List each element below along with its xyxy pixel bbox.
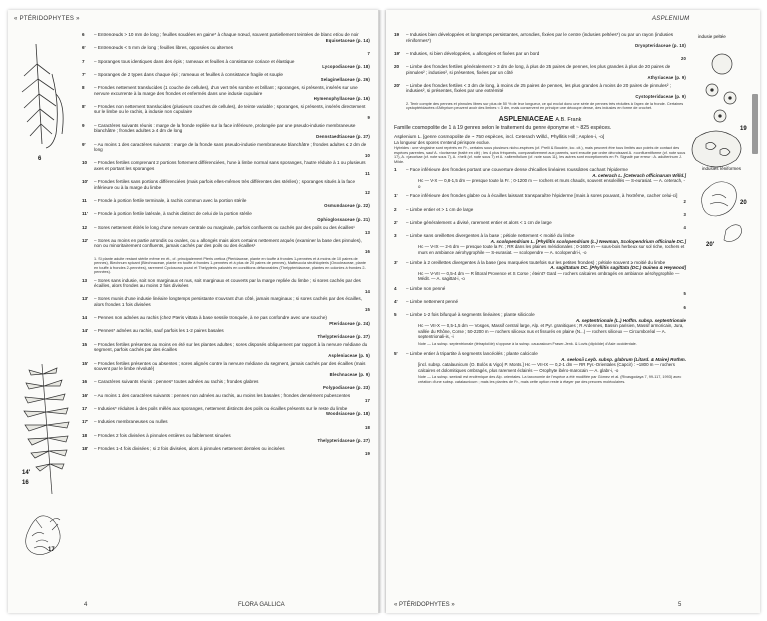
entry-description: – Limbe des frondes fertiles généralement > 3 dm de long, à plus de 25 paires de pennes, les plus grandes à plus de 20 paires de pinnules² ; indusies², si présentes, fixées par un côté	[406, 64, 671, 75]
species-details: Hc — V-IX — 2-6 dm — presque toute la Fr. ; RR dans les plaines méridionales ; 0-1600 m — sous-bois herbeux sur sol riche, rochers et murs en ambiance aérohygrophile — S-eurasiat. — scolopendre — A. scolopendri-i, -o	[418, 244, 685, 255]
entry-number: 17	[82, 405, 88, 411]
entry-text	[94, 32, 370, 43]
entry-text	[94, 393, 370, 404]
entry-description: – Limbe entier à tripartite à segments lancéolés ; plante calcicole	[406, 351, 538, 357]
entry-text	[94, 315, 370, 326]
entry-text	[94, 446, 370, 457]
key-entry	[82, 45, 370, 56]
reniform-indusium-illustration	[692, 131, 741, 167]
entry-result: Thelypteridaceae (p. 27)	[317, 333, 370, 339]
entry-number: 10'	[82, 179, 89, 185]
entry-number: 13	[82, 277, 88, 283]
right-page	[386, 10, 760, 613]
entry-text	[94, 433, 370, 444]
key-entry	[82, 225, 370, 236]
entry-number: 20	[394, 64, 400, 70]
genus-hybrid-note: Hybrides : une vingtaine sont repérés en Fr., certains sous plusieurs nicho-espèces (cf. Prelli & Boudrie, loc. cit.), mais peuvent être tous limités aux points de contact des espèces parentes, sauf A. ×lovisense (traité en clé) ; les 4 plus fréquents, comparativement aux parents, sont ensuite par ordre décroissant A. ×confluentiforme (cf. note sous 17), A. ×javorkae (cf. note sous 7), A. ×helii (cf. note sous 7) et A. ×alternifolium (cf. note sous 11), les autres sont exceptionnels en Fr. Signalé par erreur : A. adulterinum J. Milde.	[394, 146, 686, 164]
species-details: Hc — VII-X — 0,5-1,5 dm — Vosges, Massif central large, Alp. et Pyr. granitiques ; R Ardennes, Bassin parisien, Massif armoricain, Jura, vallée du Rhône, Corse ; 50-2200 m — rochers siliceux nus et fissurés en plaine (N...) — rochers siliceux — Circumboréal — A. septentrionali-is, -i	[418, 323, 684, 340]
entry-result: Cystopteridaceae (p. 9)	[635, 93, 686, 99]
entry-description: – Limbe généralement ± divisé, rarement entier et alors < 1 cm de large	[406, 219, 552, 225]
entry-description: – Limbe des frondes fertiles < 3 dm de long, à moins de 25 paires de pennes, les plus grandes à moins de 20 paires de pinnules² ; indusies², si présentes, fixées par une extrémité	[406, 82, 671, 94]
entry-result: Aspleniaceae (p. 5)	[328, 352, 370, 358]
entry-number: 16'	[82, 392, 89, 398]
left-page-footer-title: FLORA GALLICA	[238, 602, 285, 608]
species-name: A. sagittatum DC. [Phyllitis sagittata (DC.) Guinea & Heywood]	[550, 265, 686, 271]
key-entry	[82, 328, 370, 339]
key-entry	[394, 51, 686, 62]
entry-description: – Sores munis d'une indusie linéaire longtemps persistante s'ouvrant d'un côté, jamais marginaux ; si sores cachés par des écailles, alors frondes 1 fois divisées	[94, 296, 362, 307]
entry-description: – Sores au moins en partie arrondis ou ovales, ou ± allongés mais alors certains nettement arqués (examiner la base des pinnules), non ou minoritairement confluents, jamais cachés par des poils ou des écailles¹	[94, 237, 362, 249]
entry-description: – Indusies, si bien développées, ± allongées et fixées par un bord	[406, 50, 540, 56]
entry-number: 13'	[82, 296, 89, 302]
entry-description: – Indusies* réduites à des poils mêlés aux sporanges, nettement distincts des poils ou écailles présents sur le reste du limbe	[94, 405, 348, 411]
entry-number: 14'	[82, 328, 89, 334]
fern-illustrations-left	[12, 34, 78, 574]
genus-line: Asplenium L. [genre cosmopolite de ~ 750 espèces, incl. Ceterach Willd., Phyllitis Hill ; Asplen-i, -o]	[394, 134, 605, 140]
entry-result: 14	[364, 288, 370, 294]
entry-number: 16	[82, 379, 88, 385]
entry-result: 16	[364, 248, 370, 254]
key-entry	[394, 32, 686, 49]
entry-number: 2	[394, 206, 397, 212]
key-entry	[394, 260, 686, 284]
entry-text	[94, 225, 370, 236]
footnote: 1. Si plante adulte restant stérile même en ét., cf. principalement Pteris cretica (Pteridaceae, plante en touffe à frondes 1-pennées et à moins de 10 paires de pennes), Blechnum spicant (Blechnaceae, plante en touffe à frondes 1-pennées et à plus de 20 paires de pennes), Matteuccia struthiopteris (Onocleaceae, plante en touffe à frondes 2-pennées), rarement Cyclosorus pozoi et Thelypteris palustris en conditions défavorables (Thelypteridaceae, plantes en colonies à frondes 2-pennées).	[94, 256, 367, 275]
key-entry	[82, 123, 370, 140]
entry-text	[406, 260, 686, 284]
fern-frond-illustration	[24, 364, 69, 494]
key-entry	[82, 315, 370, 326]
entry-description: – Frondes fertiles présentes ou absentes ; sores alignés contre la nervure médiane du segment, jamais cachés par des écailles (mais souvent par le limbe révoluté)	[94, 360, 366, 372]
entry-number: 1	[394, 167, 397, 173]
entry-description: – Frondes 2 fois divisées à pinnules entières ou faiblement sinuées	[94, 432, 231, 438]
entry-result: Osmundaceae (p. 22)	[324, 203, 370, 209]
key-entry	[82, 379, 370, 390]
entry-result: 11	[365, 171, 370, 177]
entry-number: 1'	[394, 193, 398, 199]
entry-description: – Fronde à portion fertile latérale, à rachis distinct de celui de la portion stérile	[94, 211, 252, 217]
key-entry	[82, 278, 370, 295]
entry-number: 15'	[82, 360, 89, 366]
entry-result: Selaginellaceae (p. 26)	[320, 77, 370, 83]
entry-text	[94, 104, 370, 121]
entry-text	[406, 220, 686, 231]
entry-description: – Limbe sans oreillettes divergentes à la base ; pétiole nettement < moitié du limbe	[406, 233, 575, 239]
entry-number: 18'	[82, 445, 89, 451]
entry-result: Hymenophyllaceae (p. 16)	[313, 96, 370, 102]
entry-text	[94, 59, 370, 70]
entry-result: 13	[364, 230, 370, 236]
entry-number: 11'	[82, 211, 88, 217]
entry-description: – Frondes fertiles sans portions différenciées (mais parfois elles-mêmes très différentes des stériles) ; sporanges situés à la face inférieure ou à la marge du limbe	[94, 179, 356, 190]
left-page-header: « PTÉRIDOPHYTES »	[14, 16, 80, 22]
species-name: A. ceterach L. [Ceterach officinarum Willd.]	[592, 172, 686, 178]
figure-label-peltate: indusie peltée	[698, 34, 726, 39]
entry-text	[94, 45, 370, 56]
entry-result: Polypodiaceae (p. 23)	[322, 384, 370, 390]
key-entry	[82, 198, 370, 209]
entry-result: Lycopodiaceae (p. 18)	[322, 64, 370, 70]
entry-text	[406, 64, 686, 81]
right-key-column	[394, 32, 686, 389]
entry-text	[406, 167, 686, 191]
entry-text	[406, 32, 686, 49]
figure-label-20: 20	[740, 200, 747, 206]
key-entry	[82, 85, 370, 102]
entry-text	[94, 379, 370, 390]
entry-result: 15	[364, 307, 370, 313]
entry-result: 10	[364, 152, 370, 158]
key-entry	[82, 406, 370, 417]
key-entry	[394, 351, 686, 387]
entry-description: – Indusies membraneuses ou nulles	[94, 419, 168, 425]
entry-description: – Sporanges tous identiques dans des épis ; rameaux et feuilles à consistance coriace et élastique	[94, 58, 295, 64]
entry-result: Ophioglossaceae (p. 21)	[317, 216, 370, 222]
entry-description: – Face inférieure des frondes glabre ou à écailles laissant transparaître l'épiderme [mais à sores pouvant, à l'extrême, cacher celui-ci]	[406, 193, 678, 199]
entry-result: 9	[367, 114, 370, 120]
entry-text	[406, 351, 686, 387]
entry-description: – Frondes nettement translucides (1 couche de cellules), d'un vert très sombre et brillant ; sporanges, si présents, insérés sur une nervure excurrente à la marge des frondes et enfermés dans une indusie cupulaire	[94, 85, 358, 96]
key-entry	[82, 238, 370, 255]
entry-number: 17'	[82, 419, 89, 425]
entry-number: 3	[394, 233, 397, 239]
entry-number: 6'	[82, 45, 86, 51]
footnote-2: 2. Tenir compte des pennes et pinnules libres sur plus de 50 % de leur longueur, ce qui exclut donc une série de pennes très réduites à l'apex de la fronde. Certaines cystoptéridacées d'Athyrium peuvent avoir des limbes < 3 dm, mais conservent en principe une découpe dense, des indusies en forme de crochet.	[406, 101, 684, 111]
entry-description: – Limbe 1-2 fois bifurqué à segments linéaires ; plante silicicole	[406, 312, 535, 318]
entry-description: – Limbe non penné	[406, 285, 446, 291]
entry-text	[406, 193, 686, 204]
entry-description: – Face inférieure des frondes portant une couverture dense d'écailles linéaires roussâtres cachant l'épiderme	[406, 167, 628, 173]
key-entry	[82, 179, 370, 196]
entry-text	[406, 312, 686, 349]
entry-description: – Frondes 1-4 fois divisées ; si 2 fois divisées, alors à pinnules nettement dentées ou incisées	[94, 445, 285, 451]
entry-number: 5	[394, 312, 397, 318]
entry-text	[94, 238, 370, 255]
key-entry	[82, 211, 370, 222]
species-note: Note — La subsp. seelosii est endémique des Alp. orientales. La taxonomie de l'espèce a été modifiée par Gómez et al. (Rivasgodaya 7, 99-117, 1993) avec création d'une subsp. catalaunicum ; mais les plantes de Fr., mais cette option reste à étayer par des preuves moléculaires.	[418, 375, 682, 384]
entry-number: 12'	[82, 237, 89, 243]
entry-text	[94, 361, 370, 378]
entry-description: – Limbe à 2 oreillettes divergentes à la base (peu marquées toutefois sur les petites frondes) ; pétiole souvent ≥ moitié du limbe	[406, 259, 666, 265]
entry-text	[94, 85, 370, 102]
entry-text	[406, 286, 686, 297]
key-entry	[394, 83, 686, 100]
fern-fragment-illustration	[702, 182, 742, 242]
right-page-header: ASPLENIUM	[652, 16, 690, 22]
entry-description: – Sporanges de 2 types dans chaque épi ; rameaux et feuilles à consistance fragile et souple	[94, 71, 283, 77]
peltate-indusium-illustration	[706, 54, 736, 122]
key-entry	[394, 64, 686, 81]
entry-number: 9'	[82, 141, 86, 147]
key-entry	[82, 433, 370, 444]
entry-text	[94, 160, 370, 177]
entry-result: Woodsiaceae (p. 18)	[326, 411, 370, 417]
entry-description: – Sores sans indusie, soit non marginaux et nus, soit marginaux et couverts par la marge repliée du limbe ; si sores cachés par des écailles, alors frondes au moins 2 fois divisées	[94, 277, 361, 289]
entry-text	[94, 179, 370, 196]
right-page-footer-header: « PTÉRIDOPHYTES »	[394, 602, 455, 608]
species-details: Hc — V-X — 0,8-1,5 dm — presque toute la Fr. ; 0-1200 m — rochers et murs chauds, souvent ensoleillés — S-eurasiat. — A. ceterach, -o	[418, 178, 685, 189]
key-entry	[82, 393, 370, 404]
entry-result: Athyriaceae (p. 9)	[647, 75, 686, 81]
entry-result: Dryopteridaceae (p. 10)	[635, 43, 686, 48]
entry-result: 7	[367, 50, 370, 56]
key-entry	[394, 299, 686, 310]
family-author: A.B. Frank	[555, 116, 582, 123]
entry-description: – Entrenœuds > 10 mm de long ; feuilles soudées en gaine* à chaque nœud, souvent partiellement teintées de blanc et/ou de noir	[94, 32, 359, 37]
entry-number: 8	[82, 85, 85, 91]
entry-text	[406, 233, 686, 257]
entry-description: – Entrenœuds < 5 mm de long ; feuilles libres, opposées ou alternes	[94, 45, 234, 51]
entry-description: – Fronde à portion fertile terminale, à rachis commun avec la portion stérile	[94, 197, 247, 203]
entry-number: 5'	[394, 351, 398, 357]
entry-text	[94, 142, 370, 159]
entry-number: 20'	[394, 82, 401, 88]
entry-description: – Frondes fertiles présentes au moins en été sur les plantes adultes ; sores disposés obliquement par rapport à la nervure médiane du segment, parfois cachés par des écailles	[94, 341, 368, 353]
key-entry	[394, 167, 686, 191]
key-entry	[82, 342, 370, 359]
entry-description: – Au moins 1 des caractères suivants : pennes non adnées au rachis, au moins les basales ; frondes densément pubescentes	[94, 392, 351, 398]
entry-description: – Frondes non nettement translucides (plusieurs couches de cellules), de teinte variable ; sporanges, si présents, insérés directement sur le limbe ou le rachis, à indusie non cupulaire	[94, 103, 366, 115]
equisetum-illustration	[22, 44, 63, 148]
entry-text	[94, 278, 370, 295]
key-entry	[82, 160, 370, 177]
entry-text	[94, 198, 370, 209]
key-entry	[394, 286, 686, 297]
entry-number: 19'	[394, 50, 401, 56]
entry-result: Dennstaedtiaceae (p. 27)	[316, 133, 370, 139]
entry-description: – Pennes non adnées au rachis (chez Pteris vittata à base sessile tronquée, à ne pas confondre avec une souche)	[94, 315, 327, 321]
entry-number: 2'	[394, 219, 398, 225]
figure-label-reniform: indusies réniformes	[702, 166, 742, 171]
entry-number: 15	[82, 341, 88, 347]
entry-description: – Limbe nettement penné	[406, 299, 459, 305]
species-name: A. seelosii Leyb. subsp. glabrum (Litard. & Maire) Rothm.	[561, 356, 686, 362]
entry-number: 6	[82, 32, 85, 37]
key-entry	[82, 104, 370, 121]
family-description: Famille cosmopolite de 1 à 19 genres selon le traitement du genre éponyme et ~ 825 espèces.	[394, 125, 612, 132]
entry-text	[406, 83, 686, 100]
figure-label-17: 17	[48, 547, 55, 553]
entry-result: 18	[364, 424, 370, 430]
entry-result: 3	[683, 212, 686, 218]
entry-result: 5	[683, 291, 686, 297]
key-entry	[82, 59, 370, 70]
genus-subnote: La longueur des spores s'entend périspore exclue.	[394, 140, 491, 146]
entry-text	[94, 296, 370, 313]
entry-result: 12	[364, 190, 370, 196]
entry-description: – Caractères suivants réunis : pennes* toutes adnées au rachis ; frondes glabres	[94, 379, 259, 385]
key-entry	[82, 446, 370, 457]
thumb-index-tab	[752, 94, 758, 154]
species-details: [incl. subsp. catalaunicum (O. Bolòs & Vigo) P. Monts.] Hc — VII-IX — 0,2-1 dm — RR Pyr.-Orientales (Capcir) : ~1800 m — rochers calcaires et dolomitiques ombragés, plus rarement éclairés — Orophyte ibéro-marocain — A. glabr-i, -o	[418, 362, 675, 373]
key-entry	[394, 312, 686, 349]
indusia-illustrations-right	[690, 38, 756, 258]
entry-description: – Limbe entier et > 1 cm de large	[406, 206, 474, 212]
entry-text	[94, 328, 370, 339]
entry-text	[94, 72, 370, 83]
entry-text	[406, 207, 686, 218]
left-page	[8, 10, 379, 613]
key-entry	[82, 32, 370, 43]
entry-result: 6	[683, 304, 686, 310]
entry-text	[94, 419, 370, 430]
entry-result: 19	[364, 451, 370, 457]
family-name: ASPLENIACEAE	[498, 115, 554, 123]
key-entry	[394, 233, 686, 257]
key-entry	[82, 296, 370, 313]
entry-number: 14	[82, 315, 88, 321]
entry-number: 7'	[82, 71, 86, 77]
key-entry	[82, 72, 370, 83]
family-heading	[394, 117, 686, 124]
figure-label-20-prime: 20'	[706, 242, 715, 248]
key-entry	[82, 361, 370, 378]
key-entry	[82, 142, 370, 159]
entry-text	[94, 211, 370, 222]
entry-text	[94, 342, 370, 359]
entry-text	[406, 299, 686, 310]
species-name: A. septentrionale (L.) Hoffm. subsp. septentrionale	[575, 317, 686, 323]
key-entry	[394, 207, 686, 218]
entry-result: 17	[364, 398, 370, 404]
entry-text	[406, 51, 686, 62]
species-name: A. scolopendrium L. [Phyllitis scolopendrium (L.) Newman, Scolopendrium officinale DC.]	[490, 238, 686, 244]
key-entry	[394, 193, 686, 204]
entry-description: – Sores nettement étirés le long d'une nervure centrale ou marginale, parfois confluents ou cachés par des poils ou des écailles¹	[94, 224, 355, 230]
entry-number: 3'	[394, 259, 398, 265]
entry-number: 4	[394, 285, 397, 291]
entry-result: 20	[680, 56, 686, 62]
entry-number: 7	[82, 58, 85, 64]
left-page-number: 4	[84, 602, 88, 608]
entry-result: Pteridaceae (p. 24)	[329, 320, 370, 326]
entry-description: – Caractères suivants réunis : marge de la fronde repliée sur la face inférieure, prolongée par une pseudo-indusie membraneuse blanchâtre ; frondes adultes ≥ 4 dm de long	[94, 122, 356, 134]
figure-label-14-prime: 14'	[22, 470, 31, 476]
entry-result: 4	[683, 225, 686, 231]
entry-number: 9	[82, 122, 85, 128]
key-entry	[82, 419, 370, 430]
key-entry	[394, 220, 686, 231]
entry-number: 19	[394, 32, 400, 37]
right-page-number: 5	[678, 602, 682, 608]
entry-result: Thelypteridaceae (p. 27)	[317, 438, 370, 443]
species-note: Note — La subsp. septentrionale (tétraploïde) s'oppose à la subsp. caucasicum Fraser-Jenk. & Lovis (diploïde) d'Asie occidentale.	[418, 341, 637, 346]
entry-description: – Frondes fertiles comprenant 2 portions fortement différenciées, l'une à limbe normal sans sporanges, l'autre réduite à 1 ou plusieurs axes et portant les sporanges	[94, 160, 366, 171]
figure-label-16: 16	[22, 480, 29, 486]
entry-result: Blechnaceae (p. 9)	[329, 371, 370, 377]
entry-number: 11	[82, 197, 87, 203]
entry-description: – Au moins 1 des caractères suivants : marge de la fronde sans pseudo-indusie membraneuse blanchâtre ; frondes adultes ≤ 2 dm de long	[94, 141, 367, 153]
entry-description: – Indusies bien développées et longtemps persistantes, arrondies, fixées par le centre (indusies peltées*) ou par un rayon (indusies réniformes*)	[406, 32, 674, 43]
entry-number: 18	[82, 432, 88, 438]
entry-description: – Pennes* adnées au rachis, sauf parfois les 1-2 paires basales	[94, 328, 224, 334]
entry-text	[94, 406, 370, 417]
entry-number: 12	[82, 224, 88, 230]
entry-result: 2	[683, 198, 686, 204]
entry-number: 8'	[82, 103, 86, 109]
figure-label-6: 6	[38, 156, 42, 162]
entry-text	[94, 123, 370, 140]
species-details: Hc — V-VII — 0,5-4 dm — R littoral Provence et S Corse ; éteint? Gard — rochers calcaires ombragés en ambiance aérohygrophile — Médit. — A. sagittat-i, -o	[418, 270, 680, 282]
entry-result: Equisetaceae (p. 14)	[325, 37, 370, 43]
entry-number: 4'	[394, 299, 398, 305]
entry-number: 10	[82, 160, 88, 166]
figure-label-19: 19	[740, 126, 747, 132]
left-key-column	[82, 32, 370, 459]
